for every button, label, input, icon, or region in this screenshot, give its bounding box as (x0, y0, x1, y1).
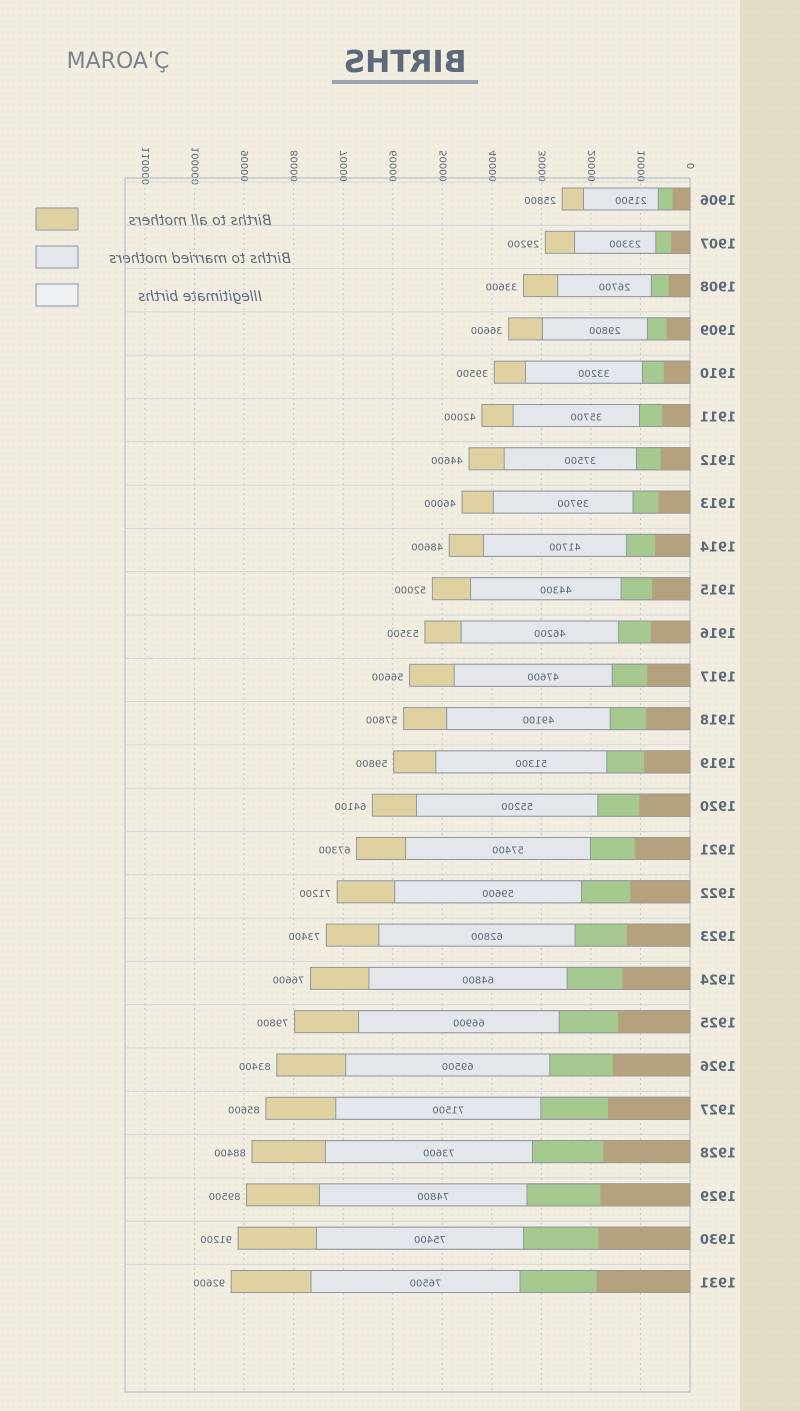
title-underline (332, 80, 478, 84)
bar-illegitimate-tail (671, 231, 690, 253)
year-label: 1907 (699, 237, 737, 253)
bar-illegitimate-tail (646, 708, 690, 730)
bar-illegitimate-tail (652, 578, 690, 600)
married-value-label: 23300 (609, 239, 642, 251)
x-tick-label: 110000 (141, 146, 152, 186)
x-tick-label: 20000 (586, 150, 598, 182)
bar-illegitimate-tail (651, 621, 690, 643)
bar-value-label: 89500 (208, 1191, 241, 1203)
bar-illegitimate-tail (598, 1227, 690, 1249)
bar-value-label: 52000 (394, 585, 427, 597)
x-tick-label: 40000 (487, 150, 499, 182)
year-label: 1906 (699, 194, 737, 209)
married-value-label: 51300 (515, 758, 548, 770)
married-value-label: 66900 (452, 1018, 485, 1030)
married-value-label: 71500 (432, 1105, 465, 1117)
married-value-label: 74800 (417, 1191, 450, 1203)
bar-value-label: 64100 (334, 802, 367, 814)
bar-illegitimate-tail (647, 664, 690, 686)
year-label: 1924 (699, 973, 737, 989)
married-value-label: 33200 (578, 369, 610, 381)
bar-illegitimate-tail (669, 275, 690, 297)
year-label: 1909 (699, 323, 737, 339)
year-label: 1931 (699, 1276, 737, 1292)
bar-illegitimate-tail (639, 794, 690, 816)
married-value-label: 64800 (462, 975, 494, 987)
year-label: 1913 (699, 497, 737, 513)
married-value-label: 46200 (533, 629, 566, 640)
bar-value-label: 85600 (227, 1105, 260, 1117)
bar-illegitimate-tail (635, 838, 690, 860)
x-tick-label: 0 (686, 162, 697, 170)
married-value-label: 62800 (471, 932, 503, 944)
year-label: 1915 (699, 583, 737, 599)
legend-label: Illegitimate births (138, 289, 262, 305)
bar-illegitimate-tail (600, 1184, 690, 1206)
bar-illegitimate-tail (659, 491, 690, 513)
married-value-label: 57400 (492, 845, 524, 857)
legend (36, 208, 291, 306)
married-value-label: 76500 (409, 1278, 442, 1290)
bar-illegitimate-tail (673, 188, 690, 210)
year-label: 1914 (699, 540, 737, 556)
year-label: 1922 (699, 886, 737, 902)
bar-value-label: 79800 (256, 1018, 289, 1030)
married-value-label: 41700 (549, 542, 581, 554)
year-label: 1910 (699, 367, 737, 383)
bar-illegitimate-tail (622, 967, 690, 989)
bar-value-label: 76600 (272, 975, 305, 987)
bar-value-label: 36600 (470, 325, 503, 337)
married-value-label: 35700 (570, 412, 603, 424)
married-value-label: 47600 (527, 672, 560, 684)
bar-value-label: 48600 (411, 542, 444, 554)
married-value-label: 59600 (482, 888, 515, 900)
legend-swatch (36, 246, 78, 268)
bar-value-label: 56600 (371, 672, 404, 684)
year-label: 1923 (699, 930, 737, 946)
bar-illegitimate-tail (603, 1141, 690, 1163)
bar-value-label: 83400 (238, 1062, 271, 1073)
year-label: 1921 (699, 843, 737, 859)
bar-value-label: 44600 (431, 455, 463, 467)
legend-swatch (36, 284, 78, 306)
year-label: 1911 (699, 410, 737, 426)
year-label: 1925 (699, 1016, 737, 1032)
married-value-label: 29800 (588, 325, 621, 337)
bar-illegitimate-tail (655, 534, 690, 556)
bar-value-label: 53500 (387, 629, 419, 640)
year-label: 1918 (699, 713, 737, 729)
bar-illegitimate-tail (618, 1011, 690, 1033)
year-label: 1917 (699, 670, 737, 686)
x-tick-label: 70000 (339, 150, 351, 182)
x-tick-label: 30000 (537, 150, 549, 182)
bar-value-label: 71200 (299, 888, 332, 900)
married-value-label: 75400 (414, 1235, 446, 1247)
married-value-label: 21500 (614, 196, 647, 207)
bar-illegitimate-tail (662, 405, 690, 427)
bar-value-label: 39500 (456, 369, 489, 381)
bar-value-label: 92600 (193, 1278, 226, 1290)
bar-value-label: 29200 (507, 239, 540, 251)
legend-label: Births to married mothers (109, 251, 291, 267)
year-label: 1930 (699, 1233, 737, 1249)
married-value-label: 37500 (564, 455, 597, 467)
year-label: 1908 (699, 280, 737, 296)
legend-label: Births to all mothers (128, 213, 272, 229)
x-tick-label: 50000 (438, 150, 450, 182)
married-value-label: 26700 (598, 282, 631, 294)
bar-value-label: 57800 (365, 715, 398, 727)
bar-value-label: 42000 (444, 412, 476, 424)
x-tick-label: 90000 (240, 150, 252, 182)
bar-value-label: 91200 (200, 1235, 233, 1247)
bar-value-label: 33600 (485, 282, 518, 294)
chart-title: BIRTHS (343, 45, 467, 80)
x-tick-label: 10000 (636, 150, 648, 182)
x-tick-label: 60000 (388, 150, 400, 182)
year-label: 1919 (699, 756, 737, 772)
married-value-label: 69500 (441, 1062, 474, 1073)
bar-illegitimate-tail (667, 318, 690, 340)
married-value-label: 55200 (501, 802, 534, 814)
bar-value-label: 25800 (524, 196, 557, 207)
bar-illegitimate-tail (644, 751, 690, 773)
married-value-label: 73600 (422, 1148, 455, 1160)
x-tick-label: 100000 (190, 146, 202, 186)
corner-label: MAROA'Ç (66, 49, 170, 74)
bar-value-label: 73400 (288, 932, 321, 944)
x-tick-label: 80000 (289, 150, 301, 182)
year-label: 1929 (699, 1189, 737, 1205)
year-label: 1926 (699, 1060, 737, 1075)
bar-illegitimate-tail (630, 881, 690, 903)
bar-value-label: 59800 (355, 758, 388, 770)
bar-illegitimate-tail (627, 924, 690, 946)
married-value-label: 44300 (539, 585, 572, 597)
bar-illegitimate-tail (613, 1054, 690, 1076)
bar-value-label: 88400 (214, 1148, 246, 1160)
married-value-label: 49100 (522, 715, 555, 727)
bar-illegitimate-tail (608, 1097, 690, 1119)
year-label: 1920 (699, 800, 737, 816)
legend-swatch (36, 208, 78, 230)
right-edge-shadow (740, 0, 800, 1411)
married-value-label: 39700 (557, 499, 590, 511)
bar-illegitimate-tail (597, 1271, 690, 1293)
bar-value-label: 67300 (318, 845, 351, 857)
bar-illegitimate-tail (661, 448, 690, 470)
year-label: 1928 (699, 1146, 737, 1162)
year-label: 1912 (699, 453, 737, 469)
year-label: 1927 (699, 1103, 737, 1119)
bar-illegitimate-tail (664, 361, 690, 383)
bar-value-label: 46000 (424, 499, 456, 511)
year-label: 1916 (699, 627, 737, 642)
